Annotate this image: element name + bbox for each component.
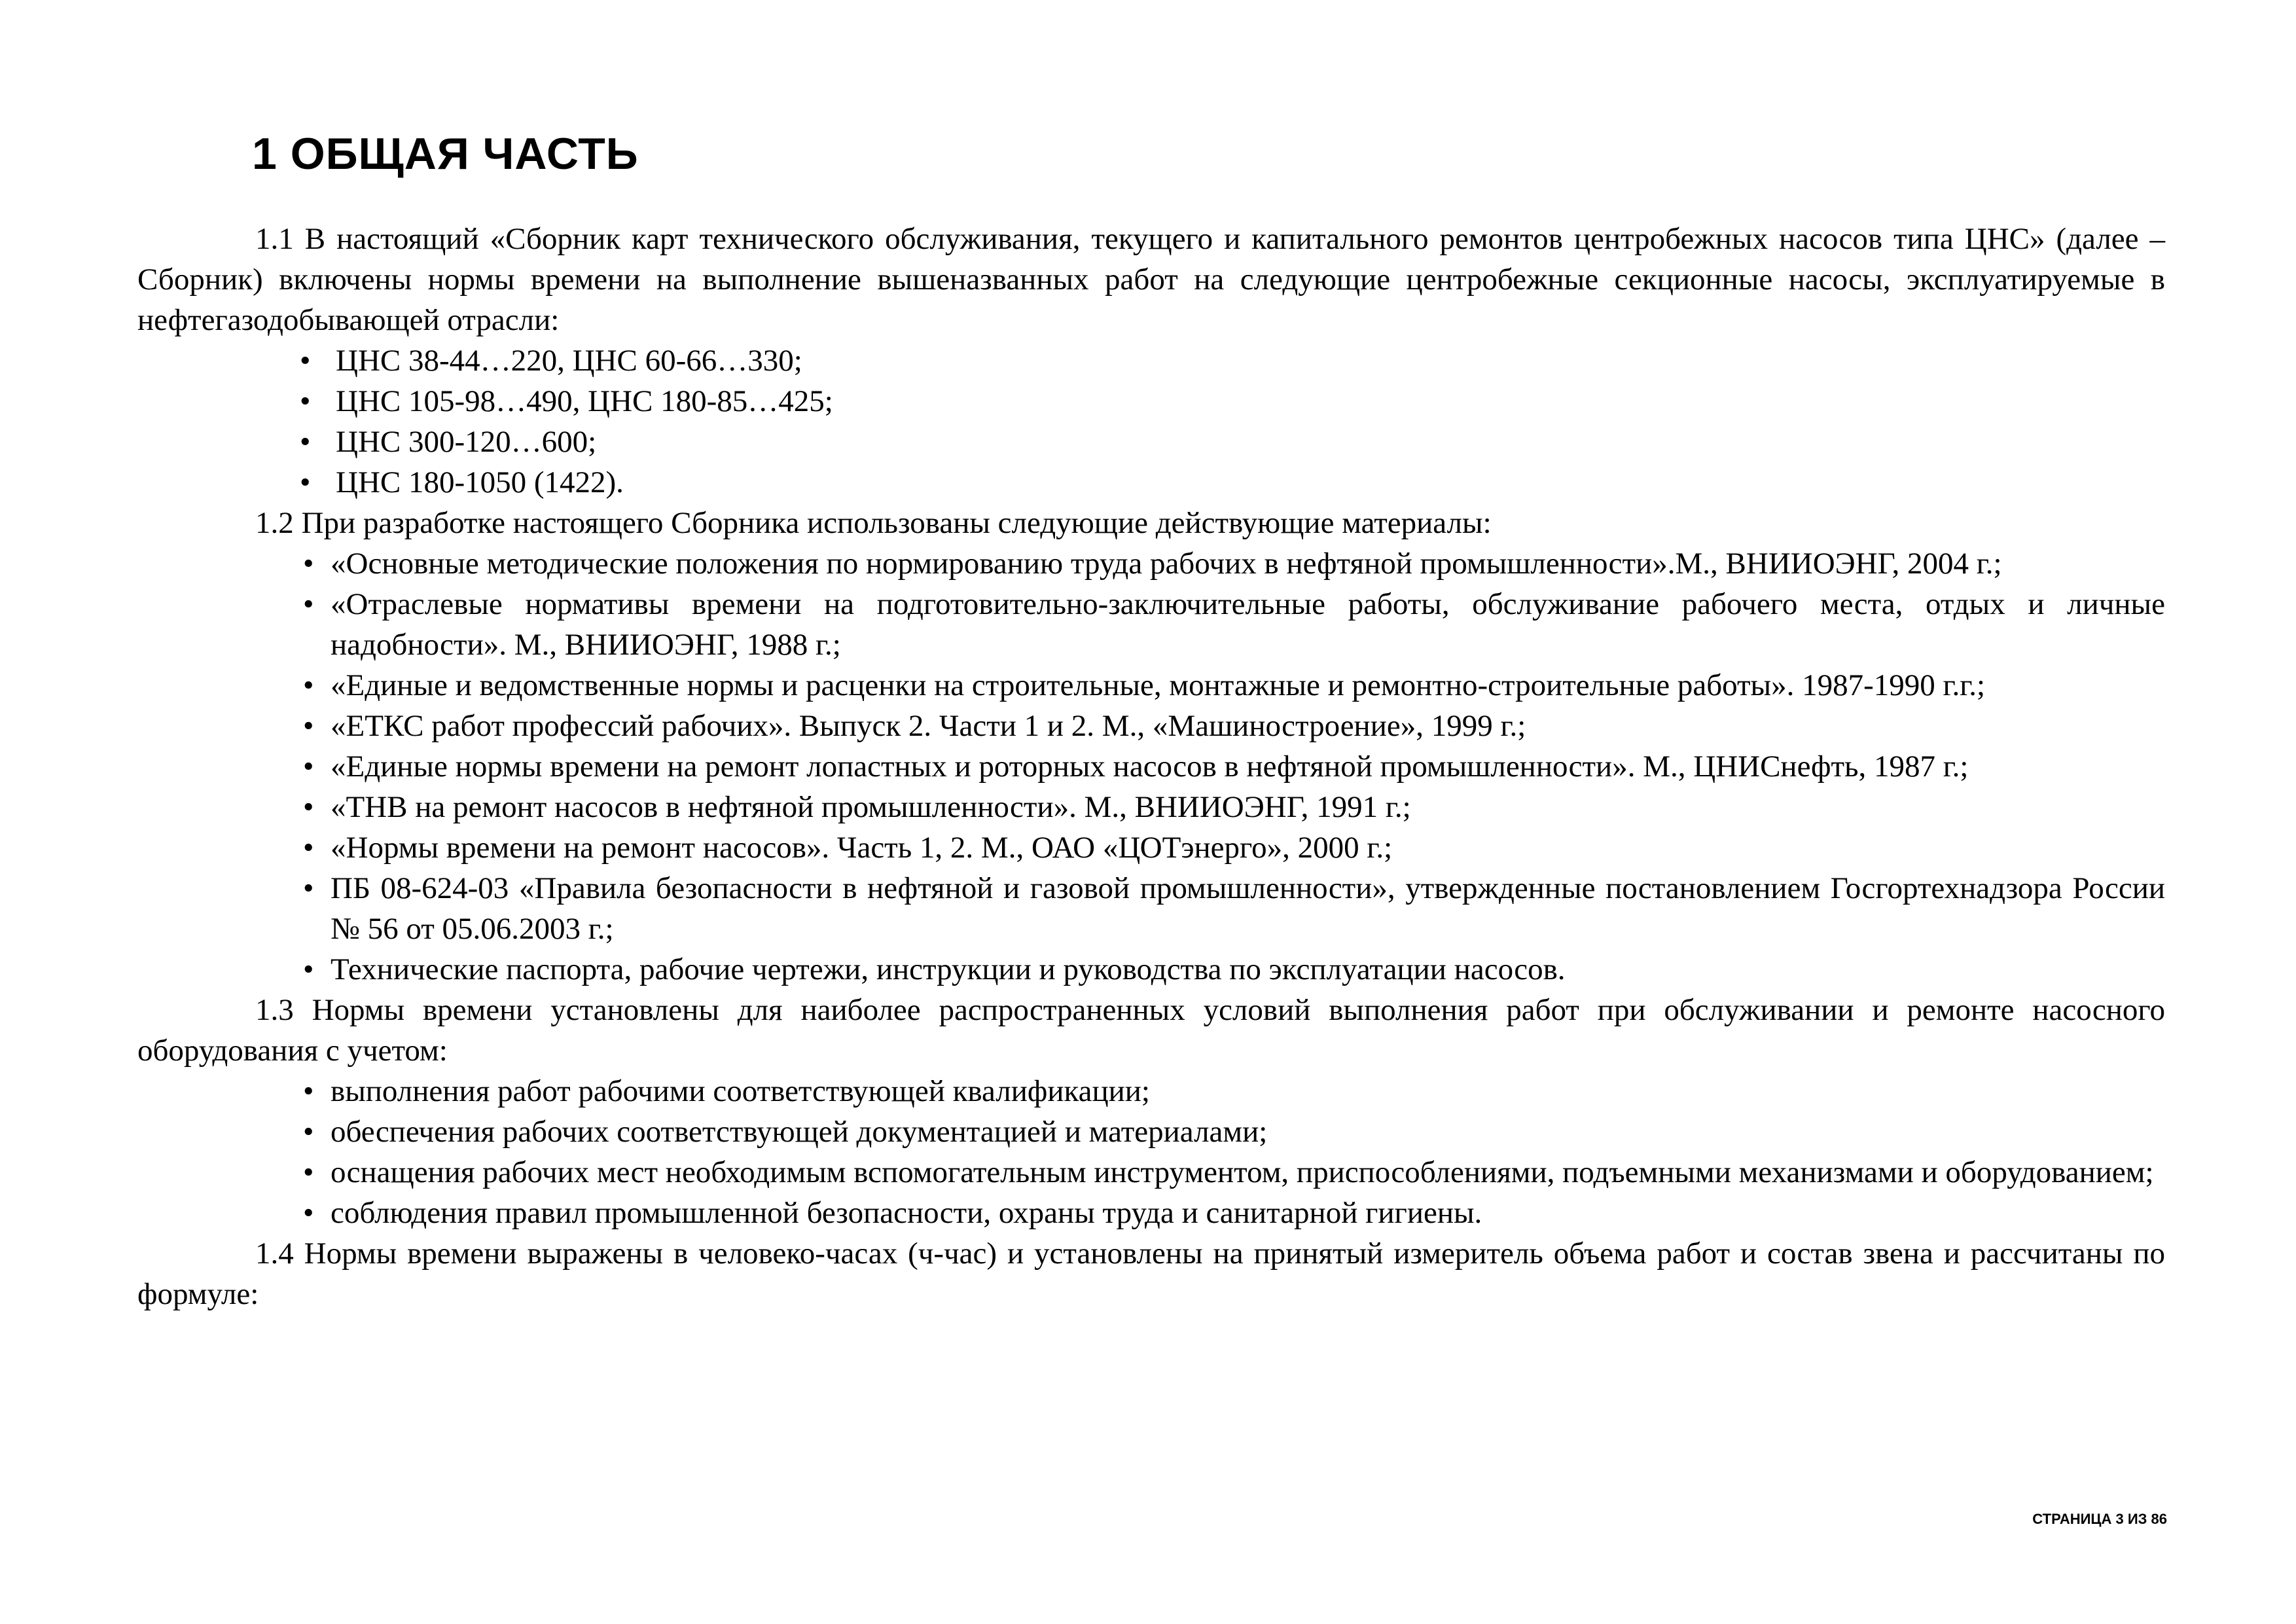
document-body [137, 219, 2165, 1314]
list-item: • выполнения работ рабочими соответствующей квалификации; [137, 1071, 2165, 1111]
list-item: • ПБ 08-624-03 «Правила безопасности в нефтяной и газовой промышленности», утвержденные постановлением Госгортехнадзора России № 56 от 05.06.2003 г.; [137, 868, 2165, 949]
list-item: • оснащения рабочих мест необходимым вспомогательным инструментом, приспособлениями, подъемными механизмами и оборудованием; [137, 1152, 2165, 1193]
list-item: • ЦНС 105-98…490, ЦНС 180-85…425; [137, 381, 2165, 422]
conditions-list [137, 1071, 2165, 1233]
list-item: • обеспечения рабочих соответствующей документацией и материалами; [137, 1111, 2165, 1152]
paragraph-1-2: 1.2 При разработке настоящего Сборника использованы следующие действующие материалы: [255, 506, 1492, 540]
list-item: • «Отраслевые нормативы времени на подготовительно-заключительные работы, обслуживание рабочего места, отдых и личные надобности». М., ВНИИОЭНГ, 1988 г.; [137, 584, 2165, 665]
list-item: • ЦНС 300-120…600; [137, 422, 2165, 462]
paragraph-1-4: 1.4 Нормы времени выражены в человеко-часах (ч-час) и установлены на принятый измеритель объема работ и состав звена и рассчитаны по формуле: [137, 1236, 2165, 1311]
list-item: • ЦНС 38-44…220, ЦНС 60-66…330; [137, 340, 2165, 381]
list-item: • соблюдения правил промышленной безопасности, охраны труда и санитарной гигиены. [137, 1193, 2165, 1233]
paragraph-1-3: 1.3 Нормы времени установлены для наиболее распространенных условий выполнения работ при обслуживании и ремонте насосного оборудования с учетом: [137, 993, 2165, 1068]
list-item: • «Основные методические положения по нормированию труда рабочих в нефтяной промышленности».М., ВНИИОЭНГ, 2004 г.; [137, 543, 2165, 584]
list-item: • «Единые нормы времени на ремонт лопастных и роторных насосов в нефтяной промышленности». М., ЦНИСнефть, 1987 г.; [137, 746, 2165, 787]
list-item: • ЦНС 180-1050 (1422). [137, 462, 2165, 503]
list-item: • «ЕТКС работ профессий рабочих». Выпуск 2. Части 1 и 2. М., «Машиностроение», 1999 г.; [137, 706, 2165, 746]
pump-types-list [137, 340, 2165, 503]
section-heading: 1 ОБЩАЯ ЧАСТЬ [252, 129, 639, 179]
list-item: • «ТНВ на ремонт насосов в нефтяной промышленности». М., ВНИИОЭНГ, 1991 г.; [137, 787, 2165, 827]
list-item: • «Единые и ведомственные нормы и расценки на строительные, монтажные и ремонтно-строительные работы». 1987-1990 г.г.; [137, 665, 2165, 706]
materials-list [137, 543, 2165, 990]
page-number: СТРАНИЦА 3 ИЗ 86 [2032, 1511, 2167, 1527]
list-item: • Технические паспорта, рабочие чертежи, инструкции и руководства по эксплуатации насосов. [137, 949, 2165, 990]
paragraph-1-1: 1.1 В настоящий «Сборник карт технического обслуживания, текущего и капитального ремонтов центробежных насосов типа ЦНС» (далее – Сборник) включены нормы времени на выполнение вышеназванных работ на следующие центробежные секционные насосы, эксплуатируемые в нефтегазодобывающей отрасли: [137, 222, 2165, 337]
list-item: • «Нормы времени на ремонт насосов». Часть 1, 2. М., ОАО «ЦОТэнерго», 2000 г.; [137, 827, 2165, 868]
